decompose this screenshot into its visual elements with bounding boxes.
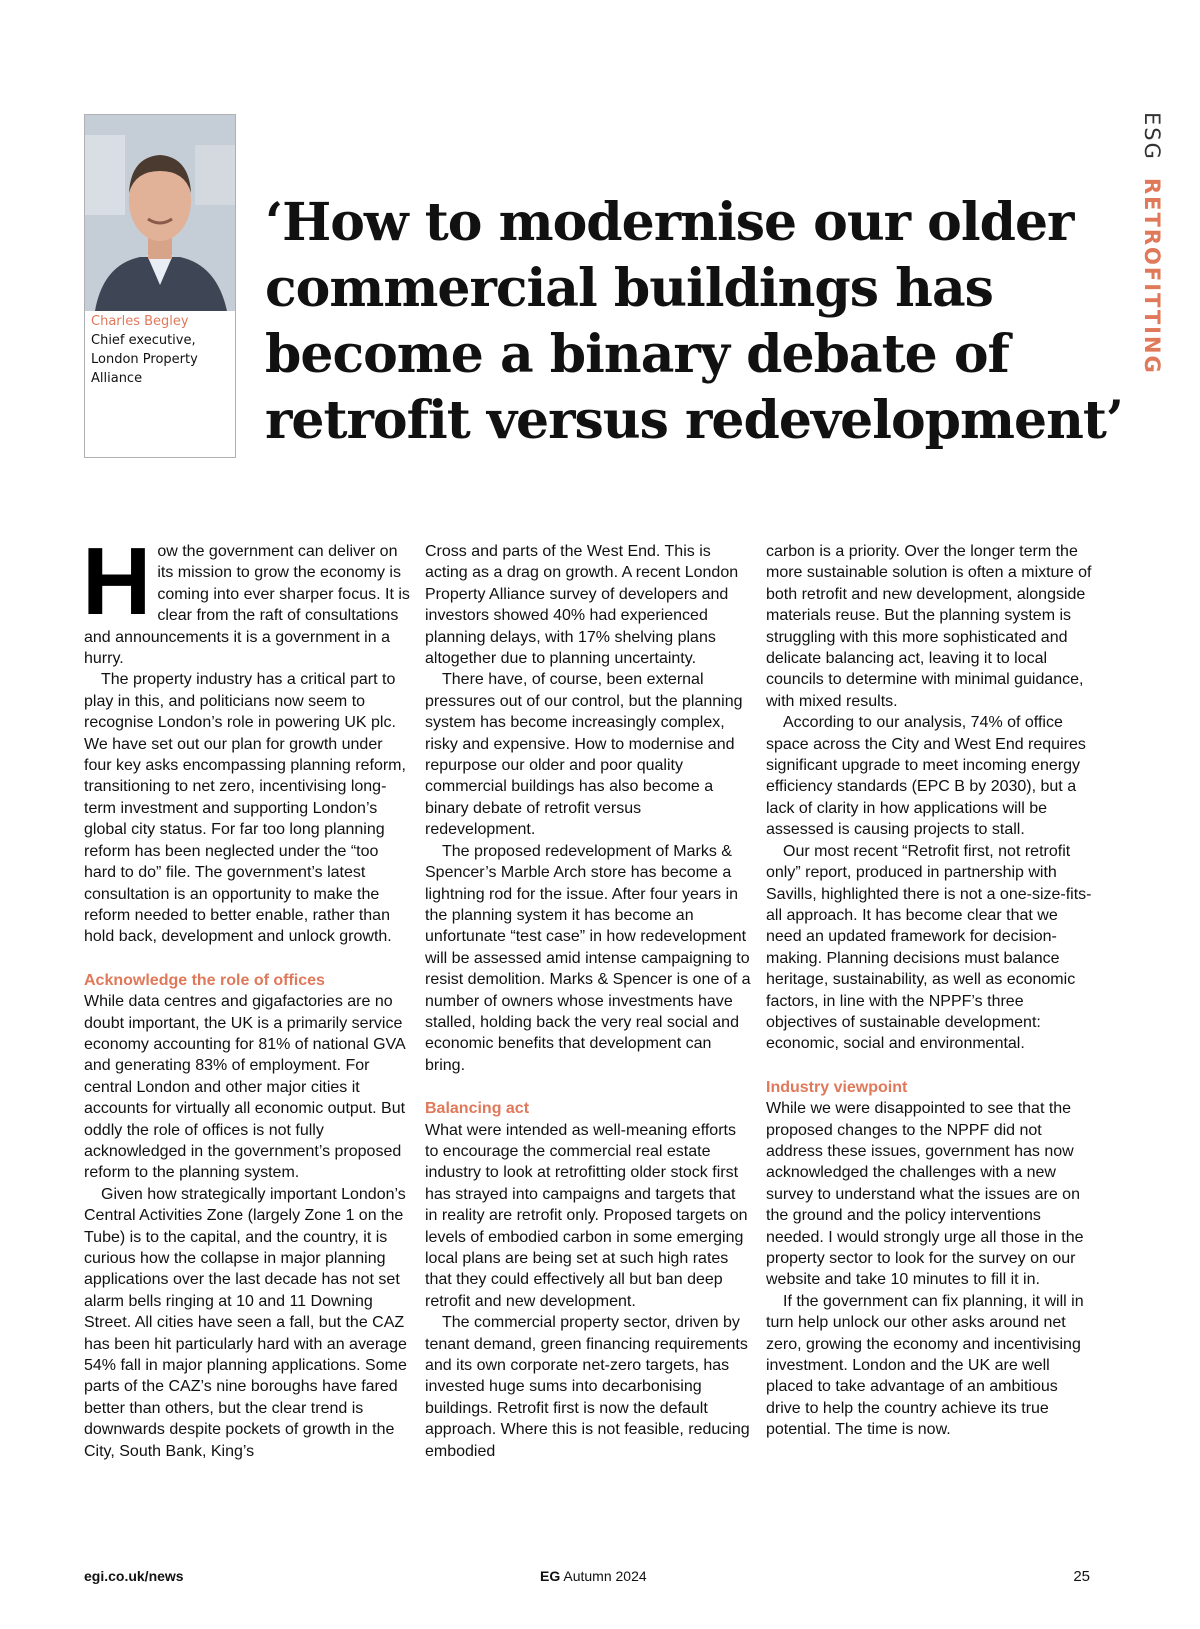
paragraph: What were intended as well-meaning efforts to encourage the commercial real estate industry to look at retrofitting older stock first has strayed into campaigns and targets that in reality are retrofit only. Proposed targets on levels of embodied carbon in some emerging local plans are being set at such high rates that they could effectively all but ban deep retrofit and new development. xyxy=(425,1121,748,1310)
footer-website-link[interactable]: egi.co.uk/news xyxy=(84,1568,184,1584)
publication-issue: Autumn 2024 xyxy=(563,1568,647,1584)
paragraph xyxy=(82,528,411,669)
paragraph: The proposed redevelopment of Marks & Spencer’s Marble Arch store has become a lightning rod for the issue. After four years in the planning system it has become an unfortunate “test case” in how redevelopment will be assessed amid intense campaigning to resist demolition. Marks & Spencer is one of a number of owners whose investments have stalled, holding back the very real social and economic benefits that development can bring. xyxy=(425,842,751,1074)
subheading: Industry viewpoint xyxy=(766,1078,908,1096)
paragraph: Given how strategically important London’s Central Activities Zone (largely Zone 1 on the Tube) is to the capital, and the country, it is curious how the collapse in major planning applications over the last decade has not set alarm bells ringing at 10 and 11 Downing Street. All cities have seen a fall, but the CAZ has been hit particularly hard with an average 54% fall in major planning applications. Some parts of the CAZ’s nine boroughs have fared better than others, but the clear trend is downwards despite pockets of growth in the City, South Bank, King’s xyxy=(84,1185,407,1460)
paragraph: carbon is a priority. Over the longer term the more sustainable solution is often a mixture of both retrofit and new development, alongside materials reuse. But the planning system is struggling with this more sophisticated and delicate balancing act, leaving it to local councils to determine with minimal guidance, with mixed results. xyxy=(766,543,1092,710)
subheading: Acknowledge the role of offices xyxy=(84,971,325,989)
paragraph: According to our analysis, 74% of office space across the City and West End requires significant upgrade to meet incoming energy efficiency standards (EPC B by 2030), but a lack of clarity in how applications will be assessed is causing projects to stall. xyxy=(766,714,1086,839)
paragraph: The property industry has a critical part to play in this, and politicians now seem to recognise London’s role in powering UK plc. We have set out our plan for growth under four key asks encompassing planning reform, transitioning to net zero, incentivising long-term investment and supporting London’s global city status. For far too long planning reform has been neglected under the “too hard to do” file. The government’s latest consultation is an opportunity to make the reform needed to better enable, rather than hold back, development and unlock growth. xyxy=(84,671,406,946)
subheading: Balancing act xyxy=(425,1100,530,1118)
paragraph: Cross and parts of the West End. This is acting as a drag on growth. A recent London Property Alliance survey of developers and investors showed 40% had experienced planning delays, with 17% shelving plans altogether due to planning uncertainty. xyxy=(425,543,739,668)
article-column-3 xyxy=(766,541,1093,1441)
headline: ‘How to modernise our older commercial buildings has become a binary debate of retrofit versus redevelopment’ xyxy=(265,192,1124,451)
footer-publication xyxy=(540,1568,647,1584)
author-role: Chief executive, London Property Alliance xyxy=(91,333,198,386)
paragraph: If the government can fix planning, it will in turn help unlock our other asks around net zero, growing the economy and incentivising investment. London and the UK are well placed to take advantage of an ambitious drive to help the country achieve its true potential. The time is now. xyxy=(766,1292,1084,1439)
section-label xyxy=(1140,112,1164,374)
author-name: Charles Begley xyxy=(91,314,189,329)
section-topic: RETROFITTING xyxy=(1140,177,1164,375)
paragraph-text: ow the government can deliver on its mission to grow the economy is coming into ever sharper focus. It is clear from the raft of consultations and announcements it is a government in a hurry. xyxy=(84,543,410,668)
author-photo xyxy=(85,115,235,311)
paragraph: While we were disappointed to see that the proposed changes to the NPPF did not address these issues, government has now acknowledged the challenges with a new survey to understand what the issues are on the ground and the policy interventions needed. I would strongly urge all those in the property sector to look for the survey on our website and take 10 minutes to fill it in. xyxy=(766,1100,1084,1289)
publication-name: EG xyxy=(540,1568,561,1584)
article-column-2 xyxy=(425,541,752,1462)
section-category: ESG xyxy=(1140,112,1164,161)
author-box xyxy=(84,114,236,458)
paragraph: While data centres and gigafactories are no doubt important, the UK is a primarily service economy accounting for 81% of national GVA and generating 83% of employment. For central London and other major cities it accounts for virtually all economic output. But oddly the role of offices is not fully acknowledged in the government’s proposed reform to the planning system. xyxy=(84,993,406,1182)
article-column-1 xyxy=(82,528,411,1462)
paragraph: There have, of course, been external pressures out of our control, but the planning system has become increasingly complex, risky and expensive. How to modernise and repurpose our older and poor quality commercial buildings has also become a binary debate of retrofit versus redevelopment. xyxy=(425,671,743,839)
page-number: 25 xyxy=(1073,1568,1090,1585)
drop-cap: H xyxy=(82,528,152,635)
paragraph: The commercial property sector, driven by tenant demand, green financing requirements and its own corporate net-zero targets, has invested huge sums into decarbonising buildings. Retrofit first is now the default approach. Where this is not feasible, reducing embodied xyxy=(425,1314,750,1460)
paragraph: Our most recent “Retrofit first, not retrofit only” report, produced in partnership with Savills, highlighted there is not a one-size-fits-all approach. It has become clear that we need an updated framework for decision-making. Planning decisions must balance heritage, sustainability, as well as economic factors, in line with the NPPF’s three objectives of sustainable development: economic, social and environmental. xyxy=(766,842,1092,1053)
